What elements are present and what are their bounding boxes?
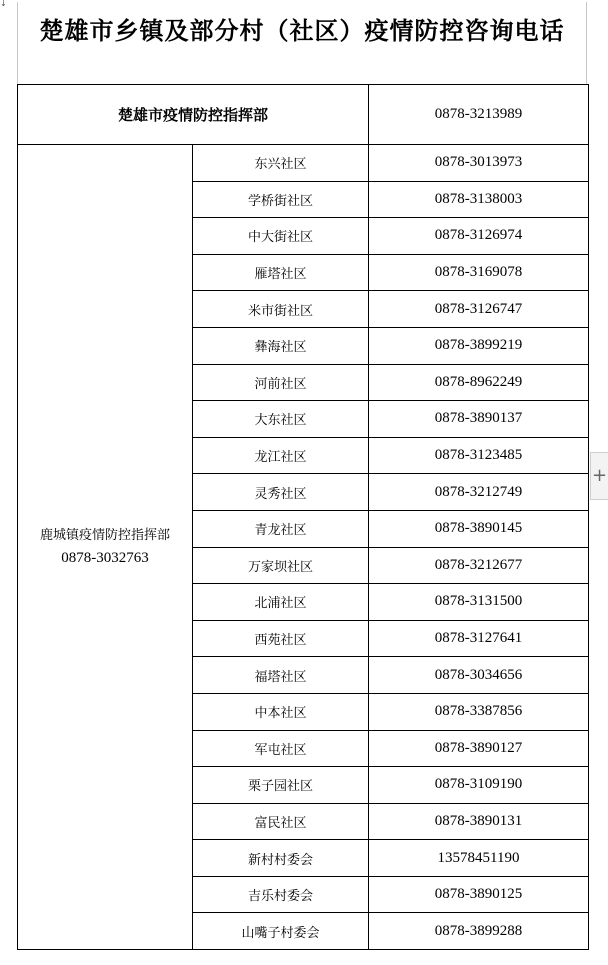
- town-command-phone: 0878-3032763: [61, 550, 149, 567]
- town-command-cell: [18, 145, 193, 950]
- community-phone: 0878-3212677: [369, 547, 589, 584]
- community-name: 灵秀社区: [193, 474, 369, 511]
- community-name: 中本社区: [193, 693, 369, 730]
- community-name: 万家坝社区: [193, 547, 369, 584]
- community-phone: 0878-3123485: [369, 437, 589, 474]
- command-name: 楚雄市疫情防控指挥部: [18, 85, 369, 145]
- community-phone: 0878-3126974: [369, 218, 589, 255]
- command-row: [18, 85, 589, 145]
- community-phone: 0878-8962249: [369, 364, 589, 401]
- plus-icon: +: [591, 465, 608, 486]
- community-phone: 0878-3034656: [369, 657, 589, 694]
- community-phone: 0878-3890137: [369, 401, 589, 438]
- community-name: 福塔社区: [193, 657, 369, 694]
- community-phone: 0878-3013973: [369, 145, 589, 182]
- document-title: 楚雄市乡镇及部分村（社区）疫情防控咨询电话: [39, 17, 565, 45]
- community-phone: 0878-3169078: [369, 254, 589, 291]
- community-name: 青龙社区: [193, 510, 369, 547]
- community-name: 雁塔社区: [193, 254, 369, 291]
- community-phone: 0878-3387856: [369, 693, 589, 730]
- community-name: 大东社区: [193, 401, 369, 438]
- community-name: 山嘴子村委会: [193, 913, 369, 950]
- community-name: 西苑社区: [193, 620, 369, 657]
- command-phone: 0878-3213989: [369, 85, 589, 145]
- community-name: 军屯社区: [193, 730, 369, 767]
- community-name: 河前社区: [193, 364, 369, 401]
- community-phone: 0878-3131500: [369, 584, 589, 621]
- community-phone: 0878-3899219: [369, 327, 589, 364]
- community-name: 中大街社区: [193, 218, 369, 255]
- community-phone: 0878-3138003: [369, 181, 589, 218]
- table-row: [18, 145, 589, 182]
- community-phone: 0878-3890145: [369, 510, 589, 547]
- community-name: 东兴社区: [193, 145, 369, 182]
- town-command-name: 鹿城镇疫情防控指挥部: [39, 528, 170, 544]
- contact-table: [17, 84, 589, 950]
- community-name: 北浦社区: [193, 584, 369, 621]
- community-name: 学桥街社区: [193, 181, 369, 218]
- community-name: 米市街社区: [193, 291, 369, 328]
- title-area: [17, 2, 587, 84]
- expand-side-tab[interactable]: [590, 452, 608, 500]
- community-name: 富民社区: [193, 803, 369, 840]
- community-phone: 0878-3899288: [369, 913, 589, 950]
- community-name: 彝海社区: [193, 327, 369, 364]
- community-name: 新村村委会: [193, 840, 369, 877]
- community-phone: 0878-3890125: [369, 876, 589, 913]
- community-name: 栗子园社区: [193, 767, 369, 804]
- community-name: 龙江社区: [193, 437, 369, 474]
- community-phone: 0878-3109190: [369, 767, 589, 804]
- anchor-marker-icon: ↓: [0, 0, 7, 8]
- community-phone: 0878-3890131: [369, 803, 589, 840]
- community-name: 吉乐村委会: [193, 876, 369, 913]
- community-phone: 0878-3127641: [369, 620, 589, 657]
- community-phone: 0878-3212749: [369, 474, 589, 511]
- community-phone: 0878-3890127: [369, 730, 589, 767]
- community-phone: 13578451190: [369, 840, 589, 877]
- community-phone: 0878-3126747: [369, 291, 589, 328]
